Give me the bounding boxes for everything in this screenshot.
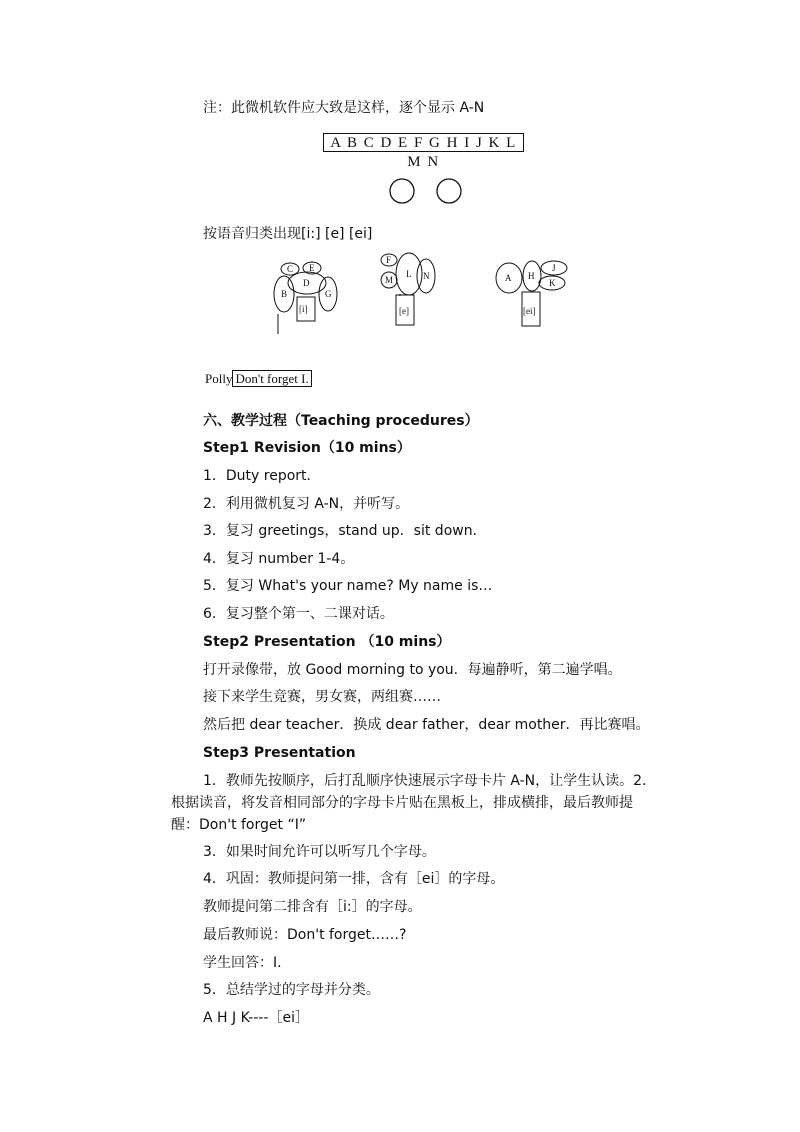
step1-item-5: 5．复习 What's your name? My name is… — [203, 578, 493, 594]
flower-ei-letter-k: K — [549, 278, 556, 288]
flower-e-letter-m: M — [385, 275, 394, 285]
flower-i-letter-c: C — [287, 264, 294, 274]
flower-i-letter-e: E — [309, 263, 315, 273]
step3-item-5: 5．总结学过的字母并分类。 — [203, 982, 380, 998]
step3-item-4c: 最后教师说：Don't forget……? — [203, 927, 407, 943]
polly-name: Polly — [205, 371, 233, 386]
step1-item-2: 2．利用微机复习 A-N，并听写。 — [203, 496, 410, 512]
step3-item-4: 4．巩固：教师提问第一排，含有［ei］的字母。 — [203, 871, 505, 887]
step3-item-3: 3．如果时间允许可以听写几个字母。 — [203, 844, 436, 860]
step3-item-4d: 学生回答：I． — [203, 955, 292, 971]
step2-item-2: 接下来学生竞赛，男女赛，两组赛…… — [203, 689, 441, 705]
step1-title: Step1 Revision（10 mins） — [203, 440, 411, 456]
flower-i-letter-d: D — [303, 278, 310, 288]
flower-i-letter-g: G — [325, 289, 332, 299]
flower-i-letter-b: B — [281, 289, 288, 299]
step1-item-6: 6．复习整个第一、二课对话。 — [203, 606, 394, 622]
flower-e-letter-n: N — [423, 271, 430, 281]
flower-ei-letter-j: J — [552, 263, 556, 273]
left-circle — [390, 179, 414, 203]
flower-i-sound: [i] — [299, 304, 308, 314]
polly-speech — [205, 370, 312, 388]
alphabet-strip: A B C D E F G H I J K L M N — [323, 133, 524, 152]
phonetic-intro: 按语音归类出现[i:] [e] [ei] — [203, 226, 373, 242]
step1-item-1: 1．Duty report． — [203, 468, 321, 484]
step3-title: Step3 Presentation — [203, 745, 356, 761]
speech-bubble: Don't forget I. — [232, 370, 311, 387]
flower-e-letter-l: L — [406, 269, 412, 279]
flower-e-letter-f: F — [386, 255, 392, 265]
step3-item-4b: 教师提问第二排含有［i:］的字母。 — [203, 899, 422, 915]
note-text: 注：此微机软件应大致是这样，逐个显示 A-N — [203, 100, 485, 116]
flower-e-sound: [e] — [399, 306, 409, 316]
step3-item-5a: A H J K----［ei］ — [203, 1010, 310, 1026]
circle-buttons — [388, 178, 468, 212]
step3-paragraph: 1．教师先按顺序，后打乱顺序快速展示字母卡片 A-N，让学生认读。2．根据读音，将发音相同部分的字母卡片贴在黑板上，排成横排，最后教师提醒：Don't forget “I” — [171, 773, 657, 833]
step1-item-4: 4．复习 number 1-4。 — [203, 551, 355, 567]
flower-ei-sound: [ei] — [523, 306, 536, 316]
flower-ei-letter-h: H — [528, 271, 535, 281]
step2-item-3: 然后把 dear teacher．换成 dear father，dear mother．再比赛唱。 — [203, 717, 650, 733]
section-title: 六、教学过程（Teaching procedures） — [203, 413, 479, 429]
step1-item-3: 3．复习 greetings，stand up．sit down． — [203, 523, 487, 539]
phonetic-flowers — [270, 252, 580, 346]
flower-ei-letter-a: A — [505, 273, 512, 283]
right-circle — [437, 179, 461, 203]
step2-item-1: 打开录像带，放 Good morning to you．每遍静听，第二遍学唱。 — [203, 662, 622, 678]
step2-title: Step2 Presentation （10 mins） — [203, 634, 451, 650]
